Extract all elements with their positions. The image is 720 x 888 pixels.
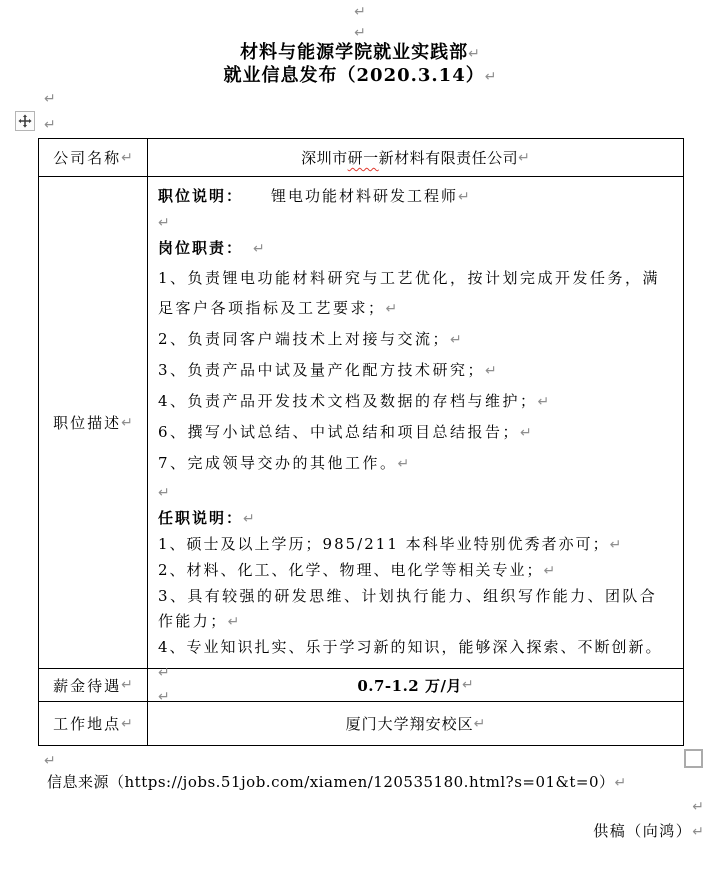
- paragraph-mark-icon: ↵: [692, 799, 704, 815]
- job-info-table: [38, 138, 684, 746]
- table-row-location: [39, 701, 683, 745]
- company-name-suffix: 新材料有限责任公司: [378, 149, 519, 167]
- info-source-text: 信息来源（https://jobs.51job.com/xiamen/120535180.html?s=01&t=0）: [47, 773, 615, 791]
- document-title-line1: [0, 41, 720, 66]
- paragraph-mark-icon: ↵: [461, 677, 474, 693]
- duty-item-text: 2、负责同客户端技术上对接与交流；: [158, 330, 451, 348]
- paragraph-mark-icon: ↵: [354, 25, 366, 41]
- requirement-item-text: 1、硕士及以上学历；985/211 本科毕业特别优秀者亦可；: [158, 535, 610, 553]
- paragraph-mark-icon: ↵: [227, 614, 240, 630]
- requirement-item: [158, 584, 673, 635]
- company-label: 公司名称: [53, 149, 122, 167]
- paragraph-mark-icon: ↵: [473, 715, 486, 732]
- paragraph-mark-icon: ↵: [158, 485, 170, 501]
- paragraph-mark-icon: ↵: [44, 117, 56, 133]
- paragraph-mark-icon: ↵: [609, 537, 622, 553]
- duty-item-text: 3、负责产品中试及量产化配方技术研究；: [158, 361, 486, 379]
- duty-item: [158, 386, 673, 417]
- paragraph-mark-icon: ↵: [450, 332, 462, 348]
- paragraph-mark-icon: ↵: [485, 363, 497, 379]
- duty-item-text: 7、完成领导交办的其他工作。: [158, 454, 398, 472]
- paragraph-mark-icon: ↵: [458, 189, 470, 205]
- position-summary-value: 锂电功能材料研发工程师: [271, 187, 459, 205]
- duty-item: [158, 324, 673, 355]
- duty-item: [158, 263, 673, 324]
- paragraph-mark-icon: ↵: [253, 241, 265, 257]
- position-summary-label: 职位说明：: [158, 187, 244, 205]
- byline-text: 供稿（向鸿）: [593, 822, 693, 840]
- salary-value: 0.7-1.2 万/月: [357, 676, 462, 695]
- salary-value-cell[interactable]: [148, 669, 683, 701]
- empty-paragraph-line: [44, 89, 56, 108]
- requirement-item: [158, 558, 673, 584]
- paragraph-mark-icon: ↵: [121, 715, 133, 732]
- table-row-salary: [39, 668, 683, 701]
- byline-line: [593, 820, 704, 843]
- requirement-item: [158, 532, 673, 558]
- location-label-cell[interactable]: [39, 702, 148, 745]
- empty-paragraph-line: [692, 796, 704, 817]
- paragraph-mark-icon: ↵: [121, 149, 133, 166]
- requirements-heading-text: 任职说明：: [158, 509, 244, 527]
- paragraph-mark-icon: ↵: [692, 824, 704, 840]
- move-arrows-icon: [18, 114, 32, 128]
- company-label-cell[interactable]: [39, 139, 148, 176]
- duty-item: [158, 417, 673, 448]
- paragraph-mark-icon: ↵: [537, 394, 550, 410]
- salary-label: 薪金待遇: [53, 676, 122, 695]
- position-summary-line: [158, 183, 673, 211]
- table-row-company: [39, 139, 683, 176]
- empty-paragraph-line: [0, 1, 720, 22]
- duties-heading-text: 岗位职责：: [158, 239, 244, 257]
- location-label: 工作地点: [53, 715, 122, 733]
- paragraph-mark-icon: ↵: [468, 46, 480, 62]
- requirement-item-text: 3、具有较强的研发思维、计划执行能力、组织写作能力、团队合作能力；: [158, 587, 658, 630]
- paragraph-mark-icon: ↵: [543, 563, 556, 579]
- duty-item-text: 1、负责锂电功能材料研究与工艺优化，按计划完成开发任务，满足客户各项指标及工艺要求；: [158, 269, 661, 317]
- paragraph-mark-icon: ↵: [44, 91, 56, 107]
- info-source-line: [47, 771, 626, 794]
- paragraph-mark-icon: ↵: [614, 775, 627, 791]
- position-label: 职位描述: [53, 414, 122, 432]
- table-resize-handle[interactable]: [684, 749, 703, 768]
- title-text: 材料与能源学院就业实践部: [240, 42, 469, 63]
- paragraph-mark-icon: ↵: [484, 69, 497, 85]
- salary-label-cell[interactable]: [39, 669, 148, 701]
- document-title-line2: [0, 64, 720, 89]
- paragraph-mark-icon: ↵: [158, 215, 170, 231]
- empty-paragraph-line: [44, 115, 56, 134]
- duty-item-text: 6、撰写小试总结、中试总结和项目总结报告；: [158, 423, 521, 441]
- requirement-item-text: 2、材料、化工、化学、物理、电化学等相关专业；: [158, 561, 544, 579]
- position-label-cell[interactable]: [39, 177, 148, 668]
- table-move-handle[interactable]: [15, 111, 35, 131]
- location-value: 厦门大学翔安校区: [345, 715, 474, 733]
- empty-paragraph-line: [158, 479, 673, 506]
- paragraph-mark-icon: ↵: [243, 511, 255, 527]
- empty-paragraph-line: [0, 22, 720, 43]
- paragraph-mark-icon: ↵: [121, 414, 133, 431]
- paragraph-mark-icon: ↵: [354, 4, 366, 20]
- requirements-heading: [158, 506, 673, 532]
- paragraph-mark-icon: ↵: [520, 425, 532, 441]
- paragraph-mark-icon: ↵: [385, 301, 398, 317]
- company-value-cell[interactable]: [148, 139, 683, 176]
- paragraph-mark-icon: ↵: [121, 677, 133, 693]
- paragraph-mark-icon: ↵: [397, 456, 410, 472]
- paragraph-mark-icon: ↵: [158, 689, 170, 705]
- duties-heading: [158, 235, 673, 263]
- duty-item-text: 4、负责产品开发技术文档及数据的存档与维护；: [158, 392, 538, 410]
- company-name-prefix: 深圳市: [301, 149, 348, 167]
- company-name-spellcheck-flagged: 研一: [347, 149, 379, 167]
- paragraph-mark-icon: ↵: [158, 665, 170, 681]
- paragraph-mark-icon: ↵: [518, 149, 530, 166]
- location-value-cell[interactable]: [148, 702, 683, 745]
- duty-item: [158, 448, 673, 479]
- empty-paragraph-line: [44, 751, 56, 770]
- paragraph-mark-icon: ↵: [44, 753, 56, 769]
- duty-item: [158, 355, 673, 386]
- title-text: 就业信息发布（2020.3.14）: [223, 65, 485, 86]
- empty-paragraph-line: [158, 211, 673, 235]
- requirement-item-text: 4、专业知识扎实、乐于学习新的知识，能够深入探索、不断创新。: [158, 638, 663, 656]
